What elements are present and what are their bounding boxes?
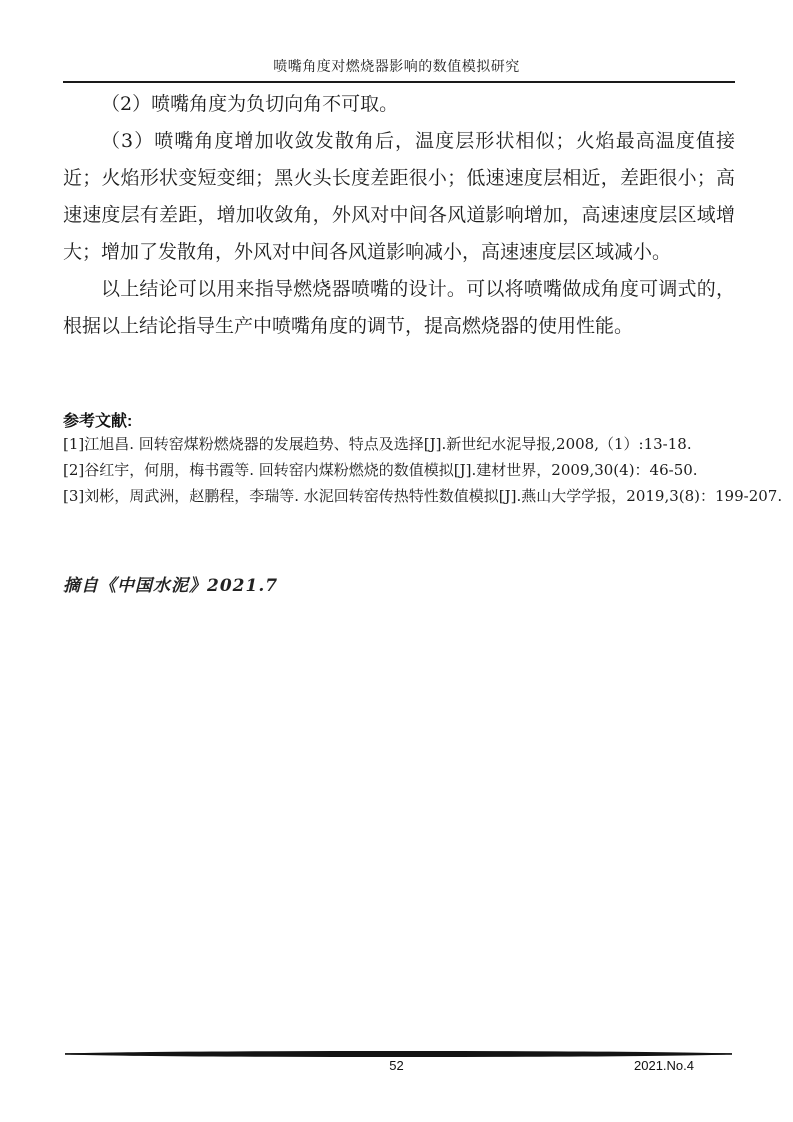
footer-divider-line [65,1050,732,1058]
running-header-title: 喷嘴角度对燃烧器影响的数值模拟研究 [273,59,520,75]
header-divider-line [63,81,735,83]
reference-item: [2]谷红宇，何朋，梅书霞等. 回转窑内煤粉燃烧的数值模拟[J].建材世界，2009,30(4)：46-50. [63,461,698,479]
page-number: 52 [389,1058,404,1073]
body-text-block [63,86,735,345]
closing-paragraph: 以上结论可以用来指导燃烧器喷嘴的设计。可以将喷嘴做成角度可调式的，根据以上结论指导生产中喷嘴角度的调节，提高燃烧器的使用性能。 [63,278,735,337]
issue-number: 2021.No.4 [634,1058,694,1073]
reference-item: [1]江旭昌. 回转窑煤粉燃烧器的发展趋势、特点及选择[J].新世纪水泥导报,2008,（1）:13-18. [63,435,692,453]
conclusion-paragraph-2: （2）喷嘴角度为负切向角不可取。 [101,93,399,115]
reference-item: [3]刘彬，周武洲，赵鹏程，李瑞等. 水泥回转窑传热特性数值模拟[J].燕山大学学报，2019,3(8)：199-207. [63,487,783,505]
references-heading: 参考文献: [63,413,133,430]
reference-list [63,431,783,509]
source-attribution-note: 摘自《中国水泥》2021.7 [63,576,279,596]
conclusion-paragraph-3: （3）喷嘴角度增加收敛发散角后，温度层形状相似；火焰最高温度值接近；火焰形状变短变细；黑火头长度差距很小；低速速度层相近，差距很小；高速速度层有差距，增加收敛角，外风对中间各风道影响增加，高速速度层区域增大；增加了发散角，外风对中间各风道影响减小，高速速度层区域减小。 [63,130,735,263]
